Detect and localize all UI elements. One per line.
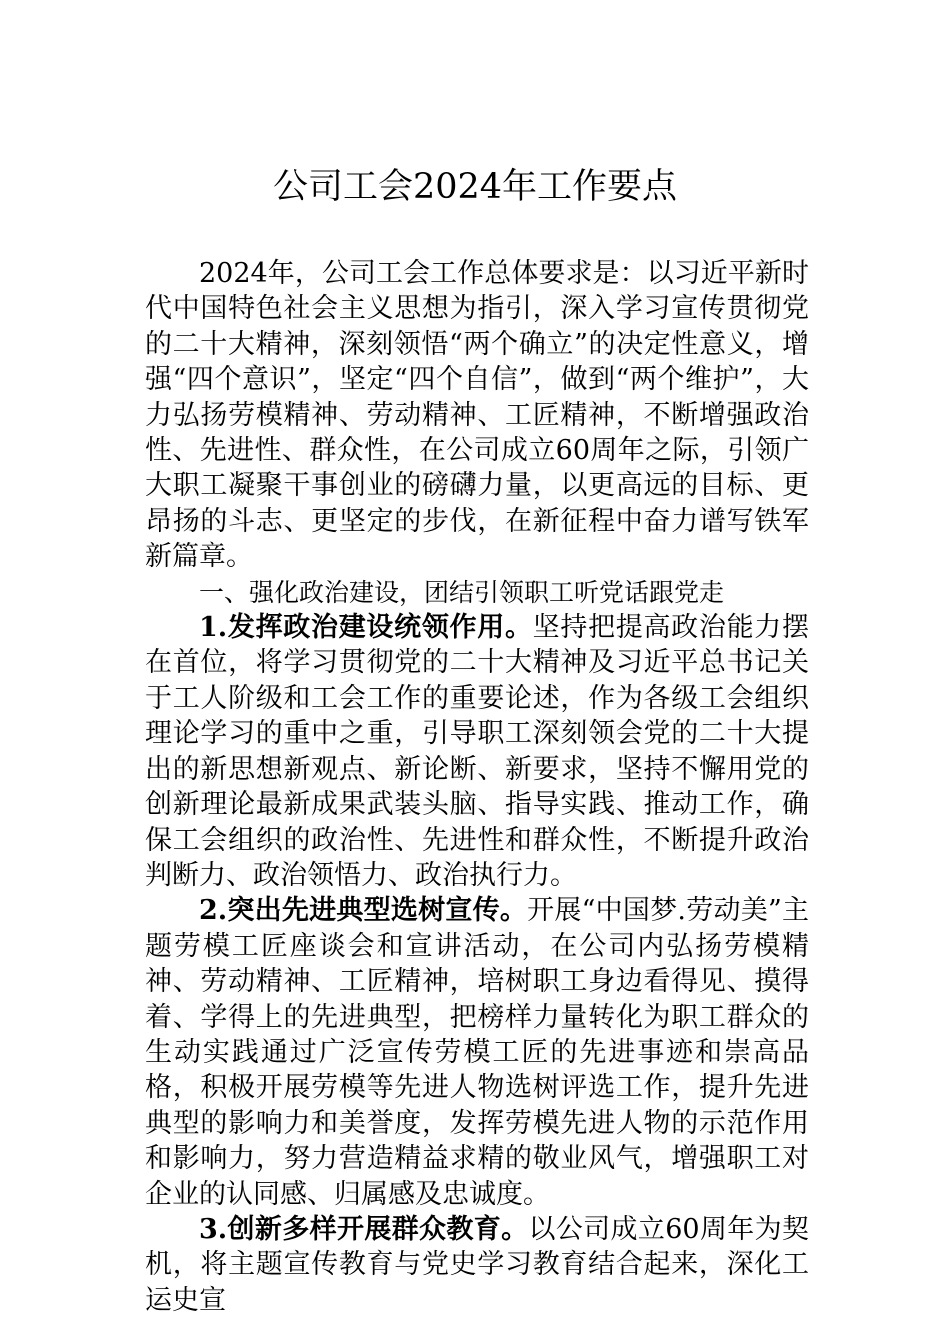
item-paragraph-3 (145, 1212, 809, 1318)
item-lead-3: 3.创新多样开展群众教育。 (199, 1213, 529, 1245)
item-paragraph-2 (145, 893, 809, 1212)
section-heading-1: 一、强化政治建设，团结引领职工听党话跟党走 (199, 577, 725, 607)
item-lead-2: 2.突出先进典型选树宣传。 (199, 895, 528, 927)
document-title: 公司工会2024年工作要点 (272, 167, 678, 207)
item-body-1: 坚持把提高政治能力摆在首位，将学习贯彻党的二十大精神及习近平总书记关于工人阶级和工会工作的重要论述，作为各级工会组织理论学习的重中之重，引导职工深刻领会党的二十大提出的新思想新观点、新论断、新要求，坚持不懈用党的创新理论最新成果武装头脑、指导实践、推动工作，确保工会组织的政治性、先进性和群众性，不断提升政治判断力、政治领悟力、政治执行力。 (145, 612, 810, 891)
item-body-2: 开展“中国梦.劳动美”主题劳模工匠座谈会和宣讲活动，在公司内弘扬劳模精神、劳动精神、工匠精神，培树职工身边看得见、摸得着、学得上的先进典型，把榜样力量转化为职工群众的生动实践通过广泛宣传劳模工匠的先进事迹和崇高品格，积极开展劳模等先进人物选树评选工作，提升先进典型的影响力和美誉度，发挥劳模先进人物的示范作用和影响力，努力营造精益求精的敬业风气，增强职工对企业的认同感、归属感及忠诚度。 (145, 895, 809, 1210)
item-paragraph-1 (145, 610, 809, 893)
document-body (145, 256, 809, 1318)
item-body-3: 以公司成立60周年为契机，将主题宣传教育与党史学习教育结合起来，深化工运史宣 (145, 1213, 810, 1316)
item-lead-1: 1.发挥政治建设统领作用。 (199, 612, 533, 644)
intro-paragraph: 2024年，公司工会工作总体要求是：以习近平新时代中国特色社会主义思想为指引，深入学习宣传贯彻党的二十大精神，深刻领悟“两个确立”的决定性意义，增强“四个意识”，坚定“四个自信”，做到“两个维护”，大力弘扬劳模精神、劳动精神、工匠精神，不断增强政治性、先进性、群众性，在公司成立60周年之际，引领广大职工凝聚干事创业的磅礴力量，以更高远的目标、更昂扬的斗志、更坚定的步伐，在新征程中奋力谱写铁军新篇章。 (145, 258, 809, 573)
